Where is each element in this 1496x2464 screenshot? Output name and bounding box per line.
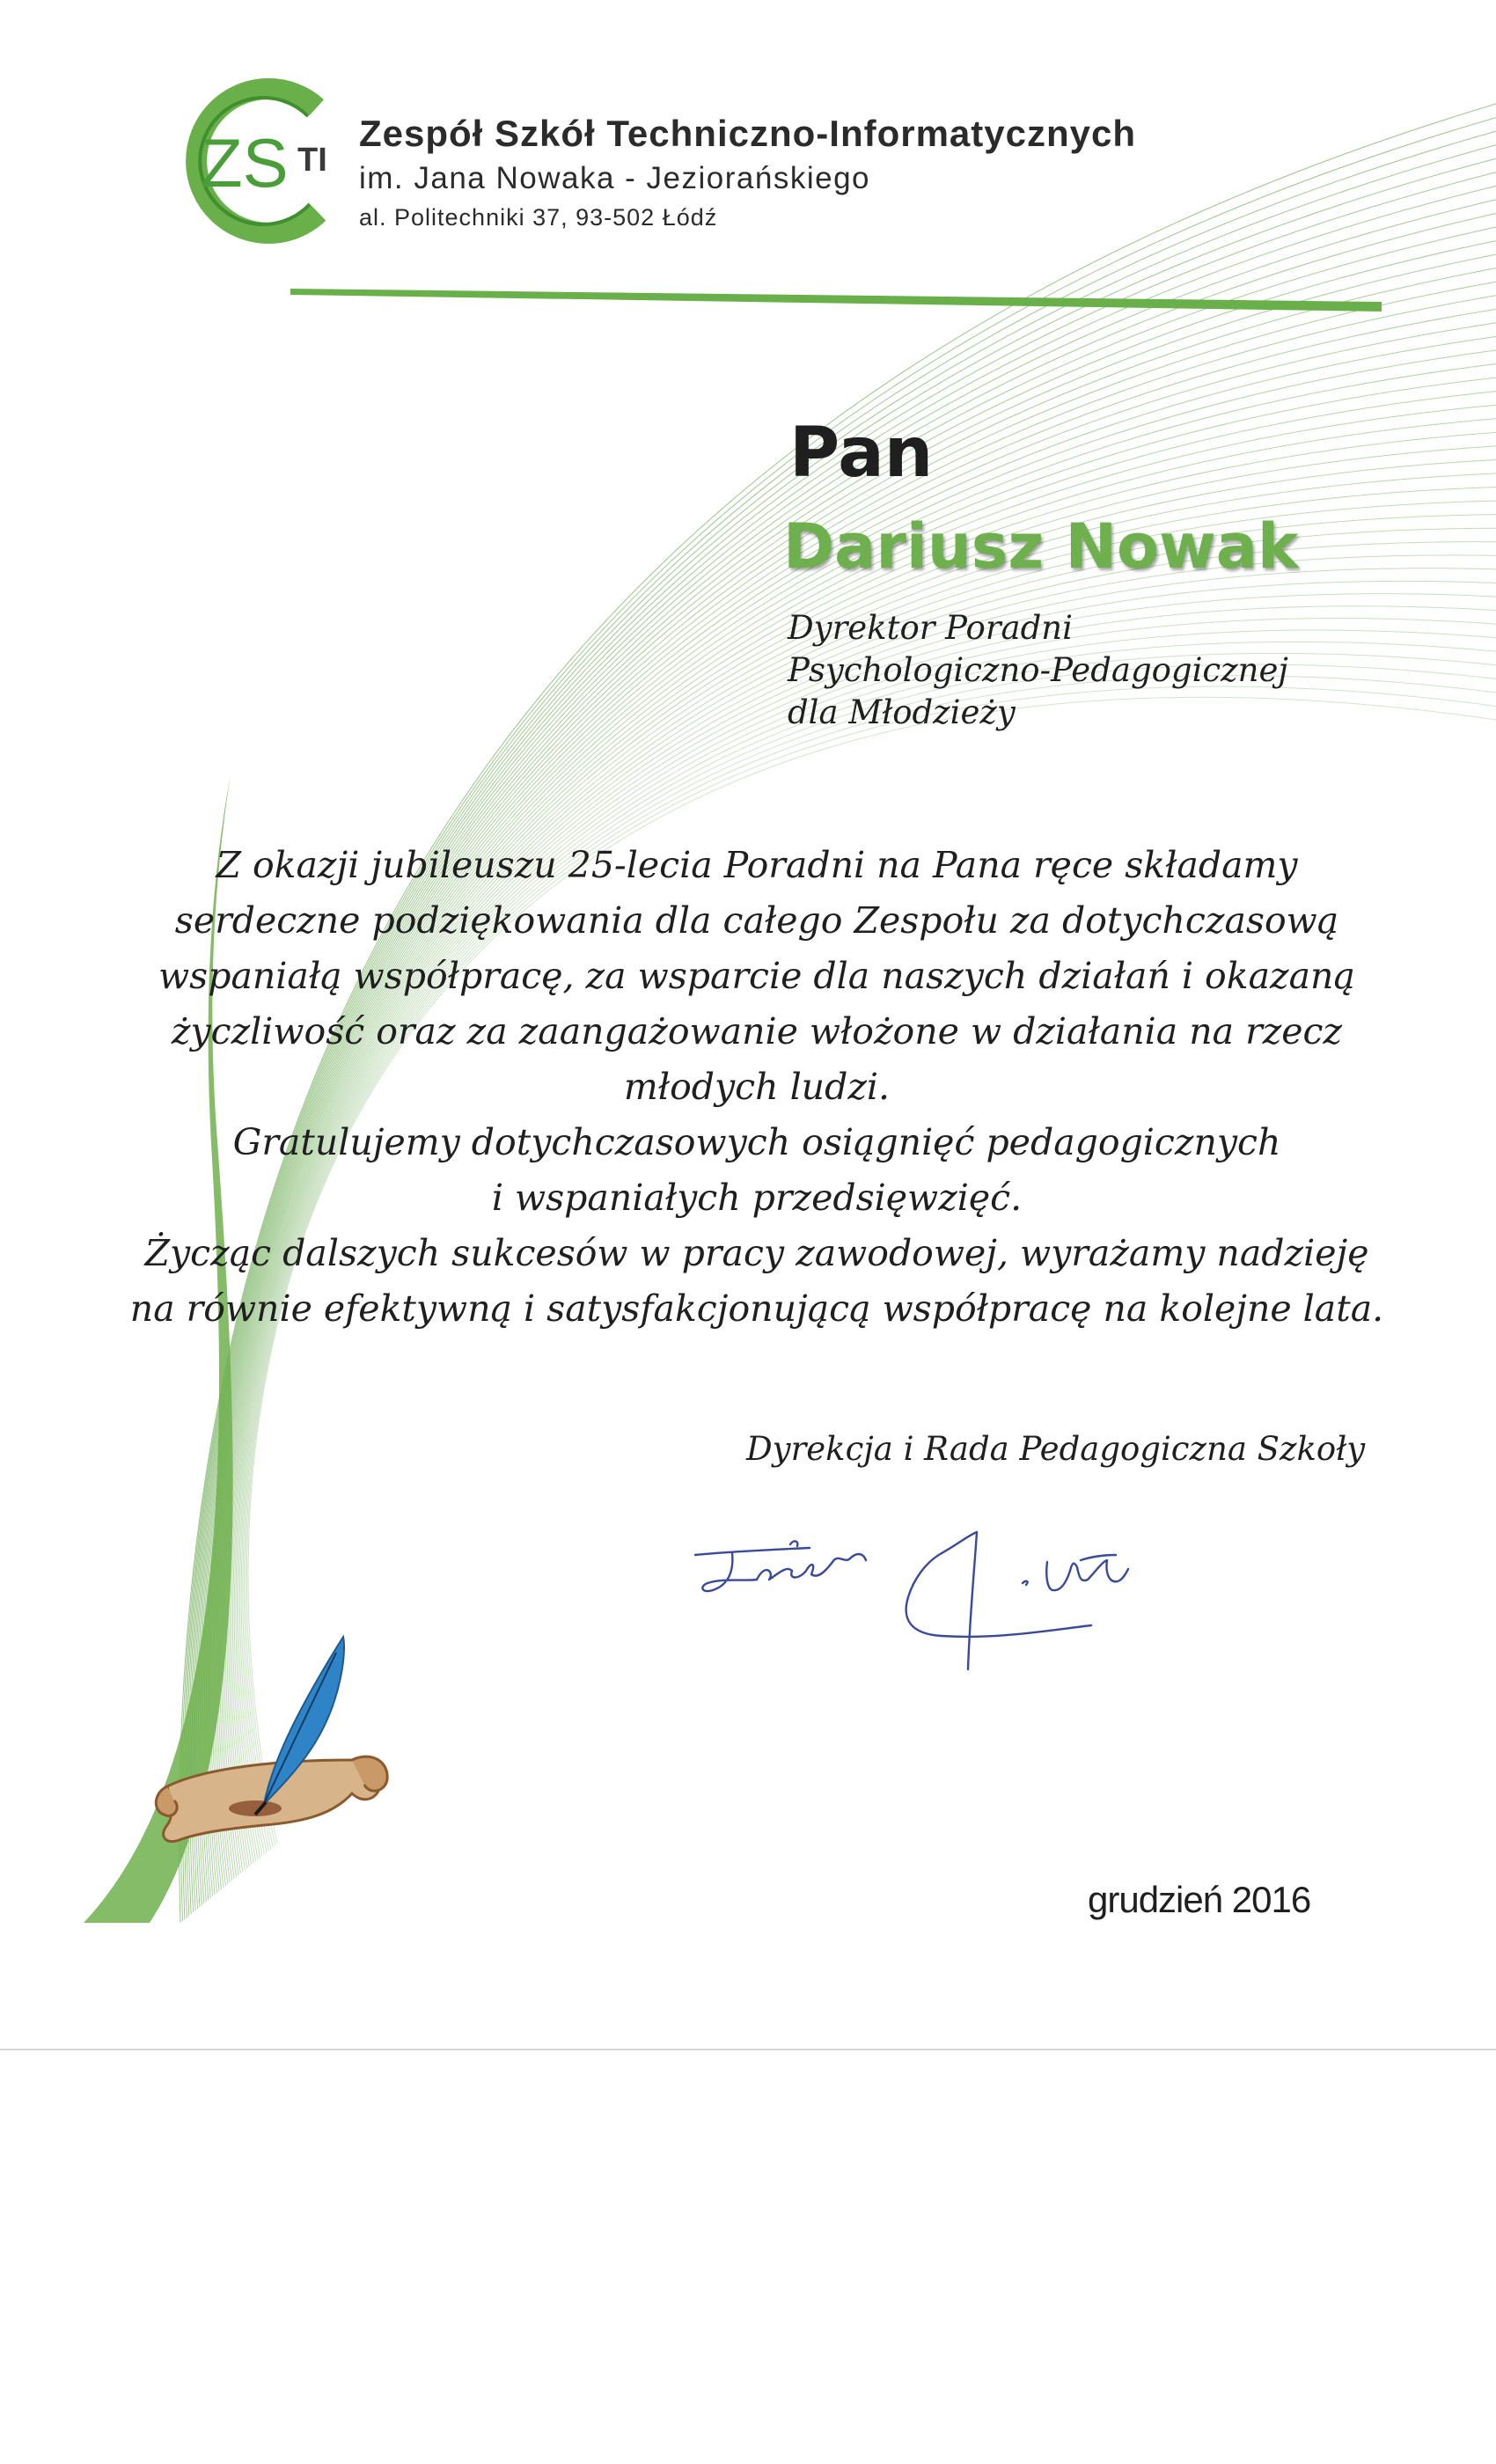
school-logo xyxy=(167,72,343,248)
letter-body xyxy=(106,838,1408,1337)
date: grudzień 2016 xyxy=(1088,1879,1311,1920)
letter-line: Z okazji jubileuszu 25-lecia Poradni na Pana ręce składamy xyxy=(216,844,1298,886)
recipient-name: Dariusz Nowak xyxy=(783,510,1299,583)
salutation: Pan xyxy=(789,414,934,493)
handwritten-signatures xyxy=(678,1509,1311,1712)
school-patron: im. Jana Nowaka - Jeziorańskiego xyxy=(359,161,871,195)
school-address: al. Politechniki 37, 93-502 Łódź xyxy=(359,204,718,231)
recipient-title xyxy=(788,607,1288,734)
logo-text-zs: ZS xyxy=(201,124,289,202)
letter-line: i wspaniałych przedsięwzięć. xyxy=(491,1177,1023,1219)
quill-and-scroll-icon xyxy=(132,1628,414,1892)
recipient-title-line: Psychologiczno-Pedagogicznej xyxy=(788,651,1288,689)
letter-line: Życząc dalszych sukcesów w pracy zawodowej, wyrażamy nadzieję xyxy=(144,1232,1369,1274)
logo-text-ti: TI xyxy=(297,142,327,179)
letter-line: na równie efektywną i satysfakcjonującą współpracę na kolejne lata. xyxy=(129,1287,1384,1330)
letter-line: młodych ludzi. xyxy=(623,1066,891,1108)
recipient-title-line: dla Młodzieży xyxy=(788,693,1016,731)
letter-line: wspaniałą współpracę, za wsparcie dla naszych działań i okazaną xyxy=(158,955,1355,997)
letter-line: życzliwość oraz za zaangażowanie włożone w działania na rzecz xyxy=(171,1010,1343,1052)
school-name: Zespół Szkół Techniczno-Informatycznych xyxy=(359,113,1137,154)
letter-line: Gratulujemy dotychczasowych osiągnięć pedagogicznych xyxy=(232,1121,1281,1163)
header-divider-line xyxy=(290,289,1382,312)
recipient-title-line: Dyrektor Poradni xyxy=(788,609,1073,647)
page-edge-divider xyxy=(0,2049,1496,2050)
letter-line: serdeczne podziękowania dla całego Zespołu za dotychczasową xyxy=(174,899,1339,942)
signed-by: Dyrekcja i Rada Pedagogiczna Szkoły xyxy=(746,1430,1366,1468)
